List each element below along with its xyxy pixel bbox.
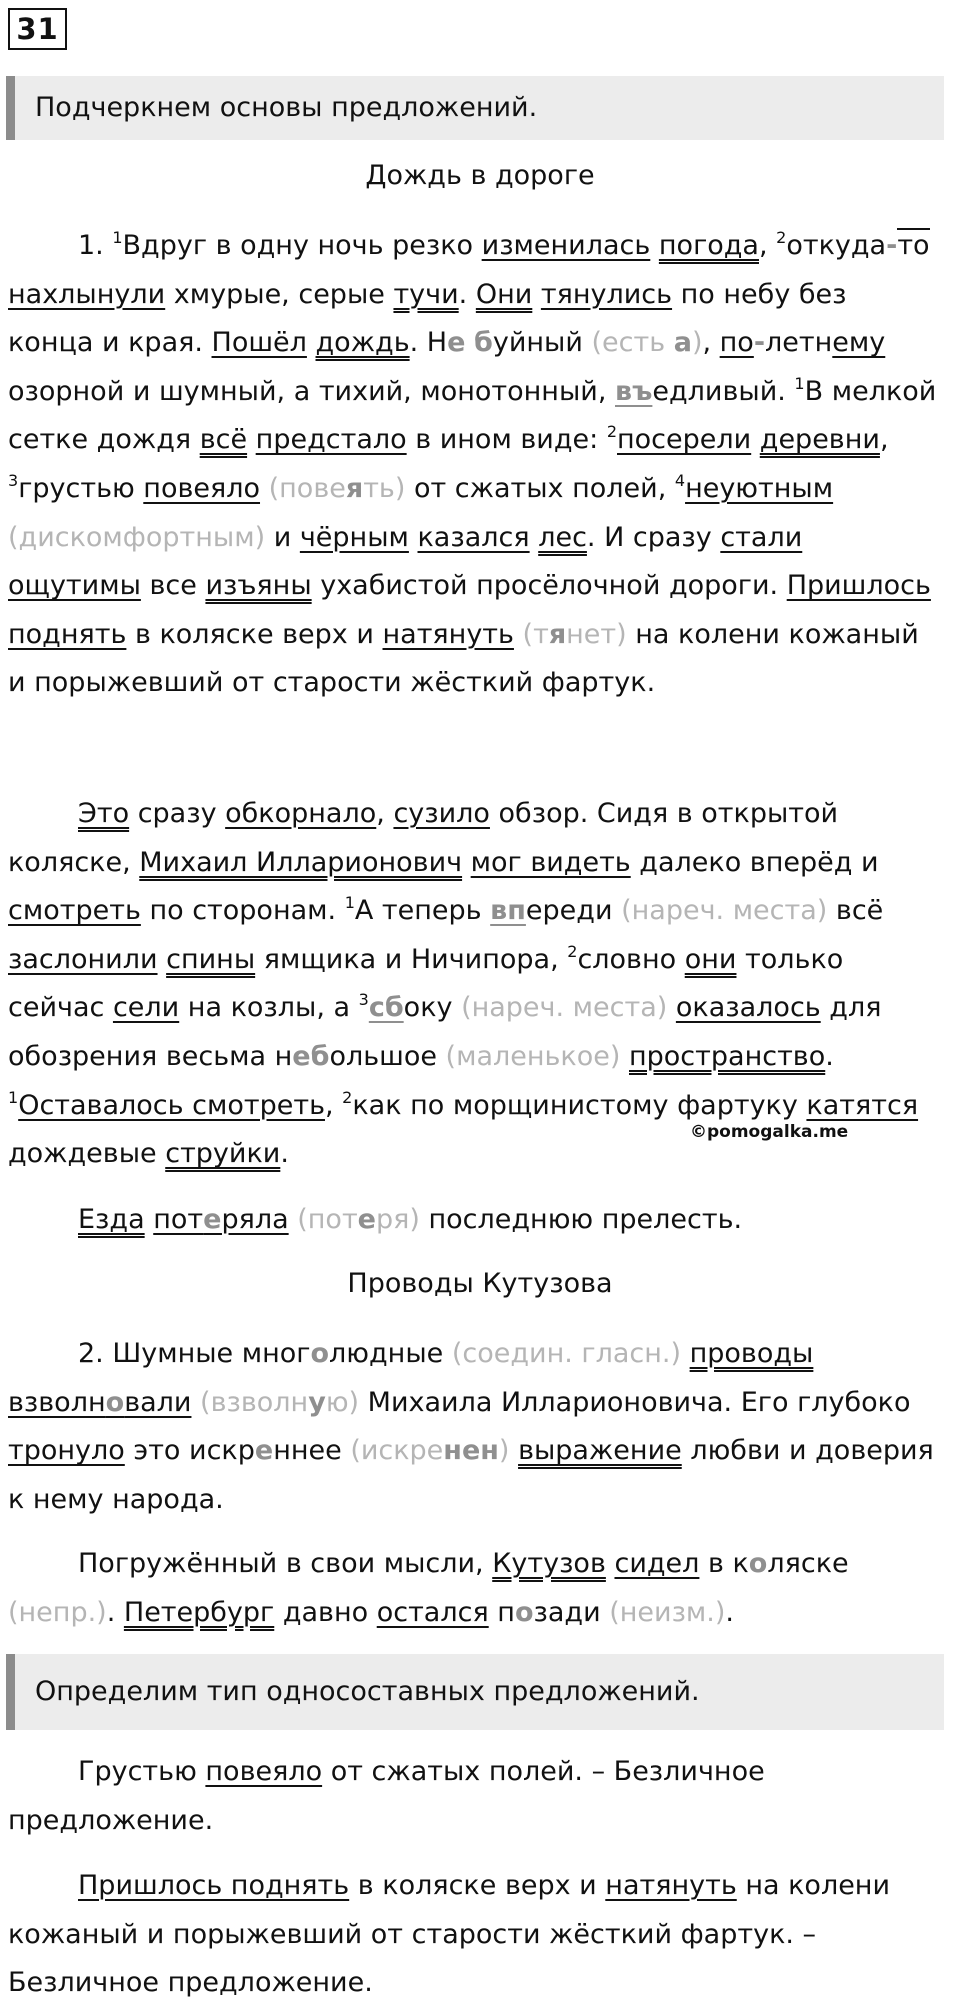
predicate: смотреть (8, 895, 141, 927)
text-fragment: а (673, 327, 692, 359)
prefix-mark: въ (615, 375, 653, 407)
text-fragment: ря) (375, 1204, 420, 1235)
text-fragment (667, 992, 676, 1023)
text-fragment: (т (522, 618, 549, 650)
subject: Кутузов (492, 1548, 606, 1579)
text-fragment: еб (292, 1040, 330, 1072)
text-fragment: словно (577, 943, 685, 975)
text-fragment: ть) (363, 472, 406, 504)
text-fragment: (пове (268, 472, 346, 504)
text-fragment: зади (533, 1596, 601, 1628)
text-fragment: е (203, 1204, 222, 1235)
text-fragment: е (254, 1435, 274, 1467)
text-fragment: п (497, 1596, 515, 1628)
text-fragment: А теперь (354, 895, 491, 927)
paragraph-6 (8, 1748, 938, 1845)
sentence-number: 1 (8, 1087, 19, 1107)
text-fragment: . (725, 1596, 735, 1628)
text-fragment (751, 424, 760, 455)
predicate: предстало (255, 424, 407, 456)
text-fragment: о (105, 1386, 125, 1418)
text-fragment (489, 1597, 498, 1628)
subject: проводы (689, 1338, 814, 1369)
text-fragment (514, 619, 523, 650)
text-fragment: ухабистой просёлочной дороги. (311, 570, 787, 602)
predicate: чёрным (299, 521, 409, 553)
instruction-banner-2 (6, 1654, 944, 1730)
subject: погода (658, 230, 759, 261)
text-fragment: , (376, 798, 394, 829)
text-fragment: ляске (767, 1548, 849, 1579)
text-fragment: ) (498, 1435, 510, 1467)
text-fragment: , (702, 327, 720, 359)
predicate: оказалось (675, 992, 821, 1024)
subject: они (684, 943, 737, 975)
text-fragment: грустью (18, 472, 144, 504)
text-fragment: хмурые, серые (165, 278, 394, 310)
text-fragment (247, 424, 256, 455)
text-fragment: 1. (78, 230, 113, 261)
text-fragment: по небу без конца и края. (8, 278, 847, 359)
instruction-text: Подчеркнем основы предложений. (35, 92, 538, 123)
text-fragment: (есть (591, 327, 674, 359)
text-fragment: это (124, 1435, 190, 1467)
predicate: изменилась (481, 230, 651, 261)
sentence-number: 3 (358, 990, 369, 1010)
text-fragment: ннее (273, 1435, 342, 1467)
text-fragment: искр (189, 1435, 255, 1467)
text-fragment: уйный (492, 327, 592, 359)
text-fragment: - (886, 230, 898, 261)
text-fragment: Грустью (78, 1756, 206, 1787)
text-fragment (601, 1597, 610, 1628)
text-fragment: е (447, 327, 466, 359)
paragraph-7 (8, 1862, 938, 2008)
watermark: ©pomogalka.me (690, 1122, 849, 1142)
story-title-1: Дождь в дороге (365, 160, 595, 191)
text-fragment: оку (403, 992, 462, 1024)
text-fragment: Михаила Илларионовича. Его глубоко (359, 1386, 911, 1418)
text-fragment: любви и доверия к нему народа. (8, 1435, 934, 1515)
text-fragment: Вдруг в одну ночь резко (122, 230, 482, 261)
subject: лес (538, 521, 587, 553)
predicate: повеяло (205, 1756, 323, 1787)
text-fragment: как по морщинистому фартуку (352, 1089, 807, 1121)
text-fragment: б (473, 327, 493, 359)
predicate (8, 1387, 191, 1418)
text-fragment: (искре (350, 1435, 444, 1467)
text-fragment: . (458, 278, 476, 310)
text-fragment: ямщика и Ничипора, (255, 943, 568, 975)
story-title-2: Проводы Кутузова (347, 1268, 613, 1299)
text-fragment: всё (827, 895, 884, 927)
predicate: заслонили (8, 943, 158, 975)
text-fragment: далеко вперёд и (630, 846, 879, 878)
predicate: Пришлось поднять (78, 1870, 350, 1901)
predicate: сузило (393, 798, 490, 829)
text-fragment: ольшое (329, 1040, 446, 1072)
predicate: остался (376, 1596, 489, 1628)
subject: тучи (393, 278, 459, 310)
text-fragment: в коляске верх и (349, 1870, 606, 1901)
predicate: тронуло (8, 1435, 125, 1467)
text-fragment (532, 279, 541, 310)
text-fragment: ряла (221, 1204, 289, 1235)
suffix-mark: то (897, 230, 930, 261)
instruction-banner-1 (6, 76, 944, 140)
text-fragment: на козлы, а (179, 992, 359, 1024)
text-fragment: едливый. (652, 375, 795, 407)
text-fragment (620, 1041, 629, 1072)
sentence-number: 1 (112, 228, 123, 247)
text-fragment (530, 522, 539, 553)
prefix-mark: по (719, 327, 754, 359)
text-fragment: . (280, 1138, 289, 1170)
text-fragment: (нареч. места) (461, 992, 668, 1024)
subject: Михаил Илларионович (139, 846, 463, 878)
paragraph-4 (8, 1330, 938, 1524)
text-fragment: , (758, 230, 777, 261)
predicate: Оставалось смотреть (18, 1089, 325, 1121)
predicate: нахлынули (8, 278, 166, 310)
text-fragment (158, 944, 167, 975)
text-fragment: В мелкой сетке дождя (8, 375, 937, 456)
text-fragment: о (748, 1548, 768, 1579)
predicate: сидел (614, 1548, 700, 1579)
text-fragment: по сторонам. (140, 895, 345, 927)
text-fragment: о (310, 1338, 330, 1369)
text-fragment: для обозрения весьма н (8, 992, 882, 1072)
predicate: стали ощутимы (8, 521, 803, 602)
text-fragment: (пот (297, 1204, 358, 1235)
text-fragment: к (732, 1548, 749, 1579)
text-fragment: (нареч. места) (621, 895, 828, 927)
predicate: натянуть (605, 1870, 737, 1901)
predicate: обкорнало (225, 798, 377, 829)
text-fragment (681, 1338, 690, 1369)
subject: выражение (518, 1435, 682, 1467)
predicate: натянуть (382, 618, 514, 650)
subject: дождь (315, 327, 410, 359)
text-fragment: о (514, 1596, 534, 1628)
sentence-number: 2 (342, 1087, 353, 1107)
sentence-number: 1 (344, 893, 355, 913)
text-fragment: последнюю прелесть. (419, 1204, 743, 1235)
sentence-number: 2 (776, 228, 787, 247)
text-fragment: , (879, 424, 889, 456)
predicate: повеяло (143, 472, 261, 504)
text-fragment: Погружённый в свои мысли, (78, 1548, 493, 1579)
paragraph-3 (8, 1196, 938, 1245)
text-fragment (465, 327, 474, 358)
text-fragment: все (140, 570, 206, 602)
text-fragment: в коляске верх и (126, 618, 383, 650)
text-fragment: . (106, 1596, 124, 1628)
subject: Они (475, 278, 533, 310)
predicate: Пошёл (211, 327, 307, 359)
ending-mark: ему (832, 327, 886, 359)
predicate (153, 1204, 288, 1235)
text-fragment: от сжатых полей. – Безличное предложение. (8, 1756, 765, 1836)
text-fragment: (дискомфортным) (8, 521, 266, 553)
sentence-number: 2 (606, 422, 617, 442)
text-fragment: сразу (129, 798, 226, 829)
text-fragment: у (308, 1386, 326, 1418)
text-fragment: ю) (325, 1386, 360, 1418)
sentence-number: 4 (674, 470, 686, 490)
text-fragment: озорной и шумный, а тихий, монотонный, (8, 375, 615, 407)
text-fragment (260, 473, 269, 504)
text-fragment: (соедин. гласн.) (451, 1338, 682, 1369)
text-fragment: на колени кожаный и порыжевший от старости жёсткий фартук. (8, 618, 919, 699)
predicate: неуютным (685, 472, 834, 504)
prefix-mark: сб (368, 992, 404, 1024)
subject: спины (166, 943, 256, 975)
text-fragment: откуда (786, 230, 887, 261)
text-fragment: . (825, 1040, 834, 1072)
predicate: посерели (617, 424, 752, 456)
paragraph-1 (8, 222, 938, 708)
subject: Петербург (123, 1596, 275, 1628)
text-fragment: нет) (566, 618, 627, 650)
text-fragment: е (357, 1204, 376, 1235)
predicate: Пришлось поднять (8, 570, 931, 650)
text-fragment: ) (691, 327, 703, 359)
text-fragment: (взволн (200, 1386, 309, 1418)
predicate: мог видеть (470, 846, 631, 878)
text-fragment: и (265, 521, 300, 553)
text-fragment: ереди (525, 895, 622, 927)
text-fragment (443, 1338, 452, 1369)
prefix-mark: вп (490, 895, 526, 927)
text-fragment: 2. Шумные (78, 1338, 242, 1369)
text-fragment: , (324, 1089, 343, 1121)
text-fragment: я (548, 618, 567, 650)
text-fragment: обзор. Сидя в открытой коляске, (8, 798, 839, 878)
text-fragment: дождевые (8, 1138, 166, 1170)
text-fragment (145, 1204, 154, 1235)
subject: деревни (759, 424, 880, 456)
text-fragment: от сжатых полей, (405, 472, 675, 504)
text-fragment: . И сразу (586, 521, 721, 553)
predicate: казался (417, 521, 530, 553)
text-fragment: давно (274, 1596, 377, 1628)
subject: Это (78, 798, 130, 829)
subject: всё (199, 424, 248, 456)
text-fragment: на колени кожаный и порыжевший от старости жёсткий фартук. – Безличное предложение. (8, 1870, 891, 1999)
sentence-number: 2 (567, 941, 578, 961)
text-fragment: мног (241, 1338, 311, 1369)
sentence-number: 3 (8, 470, 19, 490)
text-fragment (509, 1435, 518, 1466)
text-fragment: летн (765, 327, 833, 359)
text-fragment (191, 1387, 200, 1418)
text-fragment (307, 327, 316, 358)
predicate: катятся (806, 1089, 919, 1121)
subject: изъяны (205, 570, 312, 602)
text-fragment: взволн (8, 1386, 106, 1418)
text-fragment: нен (443, 1435, 499, 1467)
text-fragment (409, 522, 418, 553)
text-fragment: в (699, 1548, 733, 1579)
text-fragment: (неизм.) (609, 1596, 726, 1628)
text-fragment: - (753, 327, 766, 359)
subject: пространство (629, 1040, 826, 1072)
instruction-text: Определим тип односоставных предложений. (35, 1676, 700, 1707)
text-fragment: вали (124, 1386, 192, 1418)
text-fragment: только сейчас (8, 943, 844, 1024)
subject: струйки (165, 1138, 281, 1170)
text-fragment: людные (329, 1338, 444, 1369)
text-fragment: . Н (409, 327, 448, 359)
text-fragment: я (345, 472, 364, 504)
text-fragment: в ином виде: (406, 424, 607, 456)
predicate: тянулись (540, 278, 673, 310)
text-fragment: (маленькое) (445, 1040, 621, 1072)
text-fragment: пот (153, 1204, 204, 1235)
sentence-number: 1 (794, 373, 805, 393)
subject: Езда (78, 1204, 145, 1235)
text-fragment (462, 847, 471, 878)
paragraph-5 (8, 1540, 938, 1637)
task-number: 31 (8, 8, 67, 50)
paragraph-2 (8, 790, 938, 1179)
text-fragment (289, 1204, 298, 1235)
predicate: сели (112, 992, 180, 1024)
text-fragment: (непр.) (8, 1596, 107, 1628)
